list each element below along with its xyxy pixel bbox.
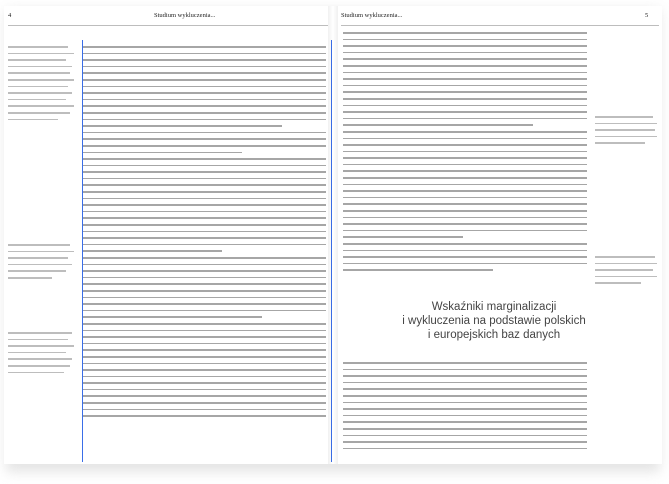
section-title: Wskaźniki marginalizacji i wykluczenia na podstawie polskich i europejskich baz danych: [402, 301, 586, 341]
right-sidenote-2: [595, 256, 657, 289]
header-rule: [8, 25, 328, 26]
right-page-number: 5: [645, 12, 649, 19]
left-sidenote-2: [8, 244, 74, 284]
right-running-head: Studium wykluczenia...: [341, 12, 403, 19]
spine-fold: [328, 6, 338, 464]
right-sidenote-1: [595, 116, 657, 149]
left-sidenote-1: [8, 46, 74, 125]
right-body-text-bottom[interactable]: [343, 362, 587, 454]
right-page[interactable]: [333, 6, 662, 464]
left-running-head: Studium wykluczenia...: [154, 12, 216, 19]
left-body-text[interactable]: [82, 46, 326, 422]
left-page-number: 4: [8, 12, 12, 19]
header-rule: [341, 25, 659, 26]
left-sidenote-3: [8, 332, 74, 378]
text-frame-edge-left: [82, 40, 83, 462]
right-body-text-top[interactable]: [343, 32, 587, 276]
left-page[interactable]: [4, 6, 333, 464]
